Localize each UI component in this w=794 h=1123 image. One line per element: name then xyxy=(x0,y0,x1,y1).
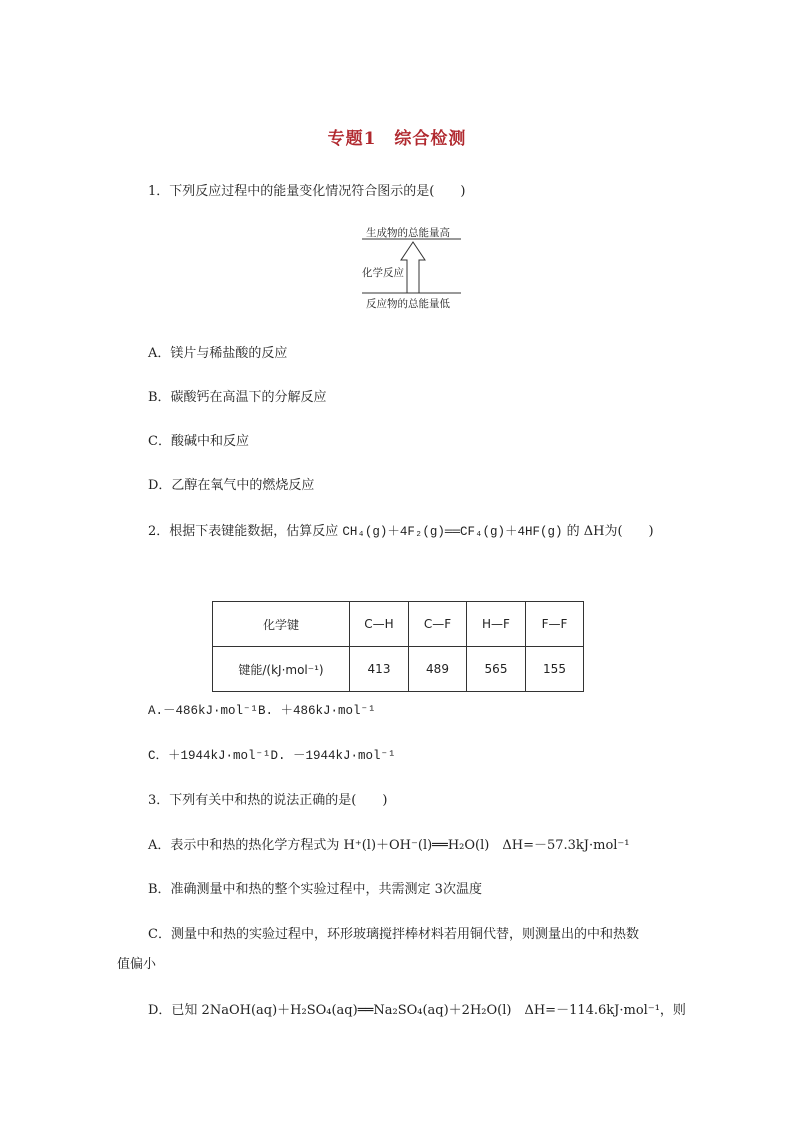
question-3-stem: 3．下列有关中和热的说法正确的是( ) xyxy=(148,793,388,808)
table-header-row xyxy=(213,602,584,647)
table-header-cell: H—F xyxy=(467,602,526,647)
question-3-option-c-continued: 值偏小 xyxy=(117,957,157,972)
table-cell: 155 xyxy=(526,647,584,692)
question-2-stem-suffix: 的 ΔH为( ) xyxy=(566,524,654,539)
table-header-cell: F—F xyxy=(526,602,584,647)
reaction-label: 化学反应 xyxy=(362,267,404,279)
question-1-stem: 1．下列反应过程中的能量变化情况符合图示的是( ) xyxy=(148,184,466,199)
question-3-option-c: C．测量中和热的实验过程中，环形玻璃搅拌棒材料若用铜代替，则测量出的中和热数 xyxy=(148,927,639,942)
question-2-stem xyxy=(148,520,654,539)
table-header-cell: C—H xyxy=(350,602,409,647)
energy-diagram xyxy=(350,225,465,315)
question-1-option-a: A．镁片与稀盐酸的反应 xyxy=(148,346,288,361)
reactant-energy-label: 反应物的总能量低 xyxy=(366,298,450,310)
product-energy-label: 生成物的总能量高 xyxy=(366,227,450,239)
question-2-stem-prefix: 2．根据下表键能数据，估算反应 xyxy=(148,524,339,539)
page-title: 专题1 综合检测 xyxy=(327,129,467,149)
question-1-option-b: B．碳酸钙在高温下的分解反应 xyxy=(148,390,327,405)
table-cell: 键能/(kJ·mol⁻¹) xyxy=(213,647,350,692)
table-header-cell: 化学键 xyxy=(213,602,350,647)
table-row xyxy=(213,647,584,692)
question-3-option-b: B．准确测量中和热的整个实验过程中，共需测定 3次温度 xyxy=(148,882,482,897)
up-arrow-icon xyxy=(401,242,425,293)
question-2-options-ab: A.－486kJ·mol⁻¹B. ＋486kJ·mol⁻¹ xyxy=(148,704,376,718)
table-cell: 413 xyxy=(350,647,409,692)
question-1-option-c: C．酸碱中和反应 xyxy=(148,434,249,449)
table-cell: 489 xyxy=(409,647,467,692)
question-1-option-d: D．乙醇在氧气中的燃烧反应 xyxy=(148,478,315,493)
question-3-option-d: D．已知 2NaOH(aq)＋H₂SO₄(aq)══Na₂SO₄(aq)＋2H₂O(l) ΔH=－114.6kJ·mol⁻¹，则 xyxy=(148,1003,686,1018)
table-cell: 565 xyxy=(467,647,526,692)
question-2-options-cd: C．＋1944kJ·mol⁻¹D. －1944kJ·mol⁻¹ xyxy=(148,749,396,763)
question-2-reaction: CH₄(g)＋4F₂(g)══CF₄(g)＋4HF(g) xyxy=(342,525,563,539)
table-header-cell: C—F xyxy=(409,602,467,647)
bond-energy-table xyxy=(212,601,584,692)
question-3-option-a: A．表示中和热的热化学方程式为 H⁺(l)＋OH⁻(l)══H₂O(l) ΔH=－57.3kJ·mol⁻¹ xyxy=(148,838,630,853)
